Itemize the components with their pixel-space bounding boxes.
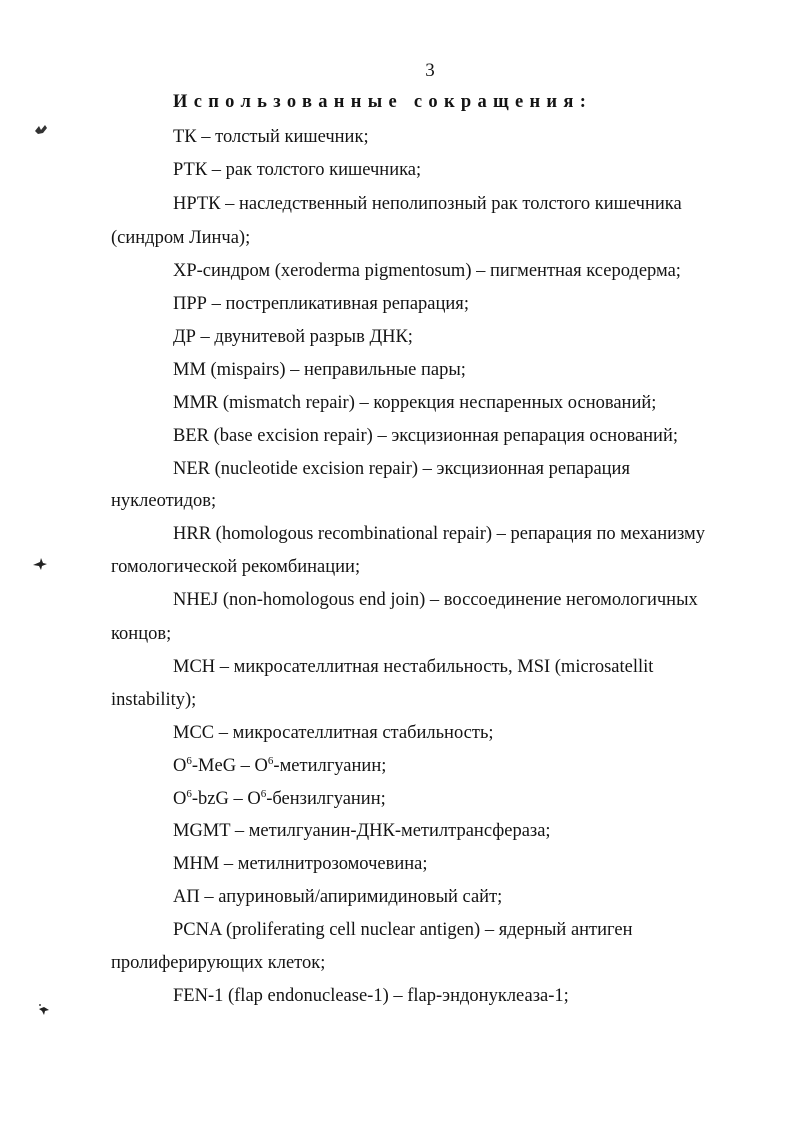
abbreviation-line: MMR (mismatch repair) – коррекция неспаренных оснований; bbox=[173, 393, 657, 413]
formula-o: O bbox=[173, 789, 187, 809]
abbreviation-line: HRR (homologous recombinational repair) – репарация по механизму bbox=[173, 524, 705, 544]
abbreviation-line: МНМ – метилнитрозомочевина; bbox=[173, 854, 428, 874]
abbreviation-continuation: (синдром Линча); bbox=[111, 228, 251, 248]
superscript: 6 bbox=[186, 755, 192, 767]
abbreviation-line: PCNA (proliferating cell nuclear antigen) – ядерный антиген bbox=[173, 920, 633, 940]
formula-definition: -метилгуанин; bbox=[273, 756, 387, 776]
abbreviation-line: АП – апуриновый/апиримидиновый сайт; bbox=[173, 887, 503, 907]
abbreviations-heading: Использованные сокращения: bbox=[173, 92, 593, 112]
superscript: 6 bbox=[186, 788, 192, 800]
abbreviation-line: ТК – толстый кишечник; bbox=[173, 127, 369, 147]
abbreviation-line bbox=[173, 790, 386, 809]
abbreviation-line: FEN-1 (flap endonuclease-1) – flap-эндонуклеаза-1; bbox=[173, 986, 569, 1006]
abbreviation-line bbox=[173, 757, 386, 776]
abbreviation-line: МСН – микросателлитная нестабильность, MSI (microsatellit bbox=[173, 657, 654, 677]
page-number: 3 bbox=[425, 60, 435, 81]
abbreviation-continuation: концов; bbox=[111, 624, 172, 644]
abbreviation-line: MM (mispairs) – неправильные пары; bbox=[173, 360, 466, 380]
abbreviation-continuation: гомологической рекомбинации; bbox=[111, 557, 361, 577]
superscript: 6 bbox=[260, 788, 267, 800]
abbreviation-continuation: нуклеотидов; bbox=[111, 491, 217, 511]
abbreviation-line: BER (base excision repair) – эксцизионная репарация оснований; bbox=[173, 426, 679, 446]
abbreviation-continuation: пролиферирующих клеток; bbox=[111, 953, 326, 973]
superscript: 6 bbox=[267, 755, 274, 767]
abbreviation-line: XP-синдром (xeroderma pigmentosum) – пигментная ксеродерма; bbox=[173, 261, 681, 281]
binder-hole-mark-icon bbox=[37, 1003, 51, 1017]
binder-hole-mark-icon bbox=[33, 122, 49, 136]
abbreviation-line: ДР – двунитевой разрыв ДНК; bbox=[173, 327, 413, 347]
formula-definition: -бензилгуанин; bbox=[266, 789, 386, 809]
abbreviation-line: NHEJ (non-homologous end join) – воссоединение негомологичных bbox=[173, 590, 698, 610]
abbreviation-line: NER (nucleotide excision repair) – эксцизионная репарация bbox=[173, 459, 630, 479]
abbreviation-continuation: instability); bbox=[111, 690, 197, 710]
formula-mid: -bzG – O bbox=[191, 789, 261, 809]
formula-mid: -MeG – O bbox=[191, 756, 268, 776]
binder-hole-mark-icon bbox=[32, 557, 48, 571]
abbreviation-line: МСС – микросателлитная стабильность; bbox=[173, 723, 494, 743]
abbreviation-line: НРТК – наследственный неполипозный рак толстого кишечника bbox=[173, 194, 682, 214]
formula-o: O bbox=[173, 756, 187, 776]
abbreviation-line: MGMT – метилгуанин-ДНК-метилтрансфераза; bbox=[173, 821, 551, 841]
abbreviation-line: ПРР – пострепликативная репарация; bbox=[173, 294, 469, 314]
abbreviation-line: РТК – рак толстого кишечника; bbox=[173, 160, 422, 180]
